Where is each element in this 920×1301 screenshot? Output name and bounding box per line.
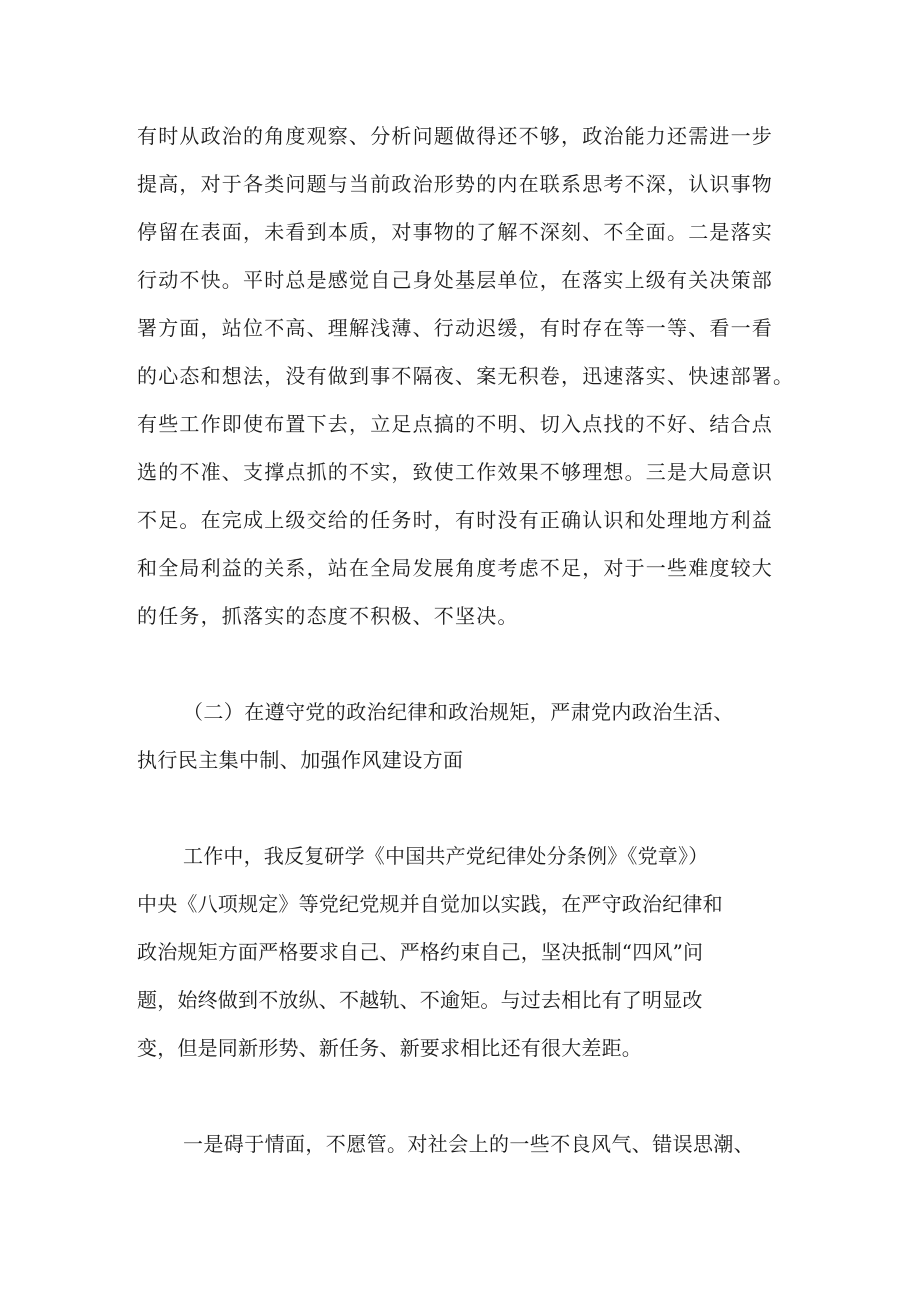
text-line: 和全局利益的关系，站在全局发展角度考虑不足，对于一些难度较大: [137, 556, 773, 580]
text-line: 有些工作即使布置下去，立足点搞的不明、切入点找的不好、结合点: [137, 412, 773, 436]
text-line: 不足。在完成上级交给的任务时，有时没有正确认识和处理地方利益: [137, 508, 773, 532]
text-line: 的心态和想法，没有做到事不隔夜、案无积卷，迅速落实、快速部署。: [137, 364, 795, 388]
text-line: 选的不准、支撑点抓的不实，致使工作效果不够理想。三是大局意识: [137, 460, 773, 484]
text-line: 政治规矩方面严格要求自己、严格约束自己，坚决抵制“四风”问: [137, 940, 704, 964]
text-line: 提高，对于各类问题与当前政治形势的内在联系思考不深，认识事物: [137, 172, 773, 196]
text-line: 题，始终做到不放纵、不越轨、不逾矩。与过去相比有了明显改: [137, 988, 703, 1012]
text-line: 行动不快。平时总是感觉自己身处基层单位，在落实上级有关决策部: [137, 268, 773, 292]
heading-line: 执行民主集中制、加强作风建设方面: [137, 748, 464, 772]
text-line: 有时从政治的角度观察、分析问题做得还不够，政治能力还需进一步: [137, 124, 773, 148]
heading-line: （二）在遵守党的政治纪律和政治规矩，严肃党内政治生活、: [183, 700, 734, 724]
text-line: 一是碍于情面，不愿管。对社会上的一些不良风气、错误思潮、: [183, 1132, 755, 1156]
text-line: 的任务，抓落实的态度不积极、不坚决。: [137, 604, 519, 628]
text-line: 工作中，我反复研学《中国共产党纪律处分条例》《党章》）: [183, 844, 709, 868]
text-line: 中央《八项规定》等党纪党规并自觉加以实践，在严守政治纪律和: [137, 892, 723, 916]
text-line: 停留在表面，未看到本质，对事物的了解不深刻、不全面。二是落实: [137, 220, 773, 244]
text-line: 署方面，站位不高、理解浅薄、行动迟缓，有时存在等一等、看一看: [137, 316, 773, 340]
text-line: 变，但是同新形势、新任务、新要求相比还有很大差距。: [137, 1036, 642, 1060]
